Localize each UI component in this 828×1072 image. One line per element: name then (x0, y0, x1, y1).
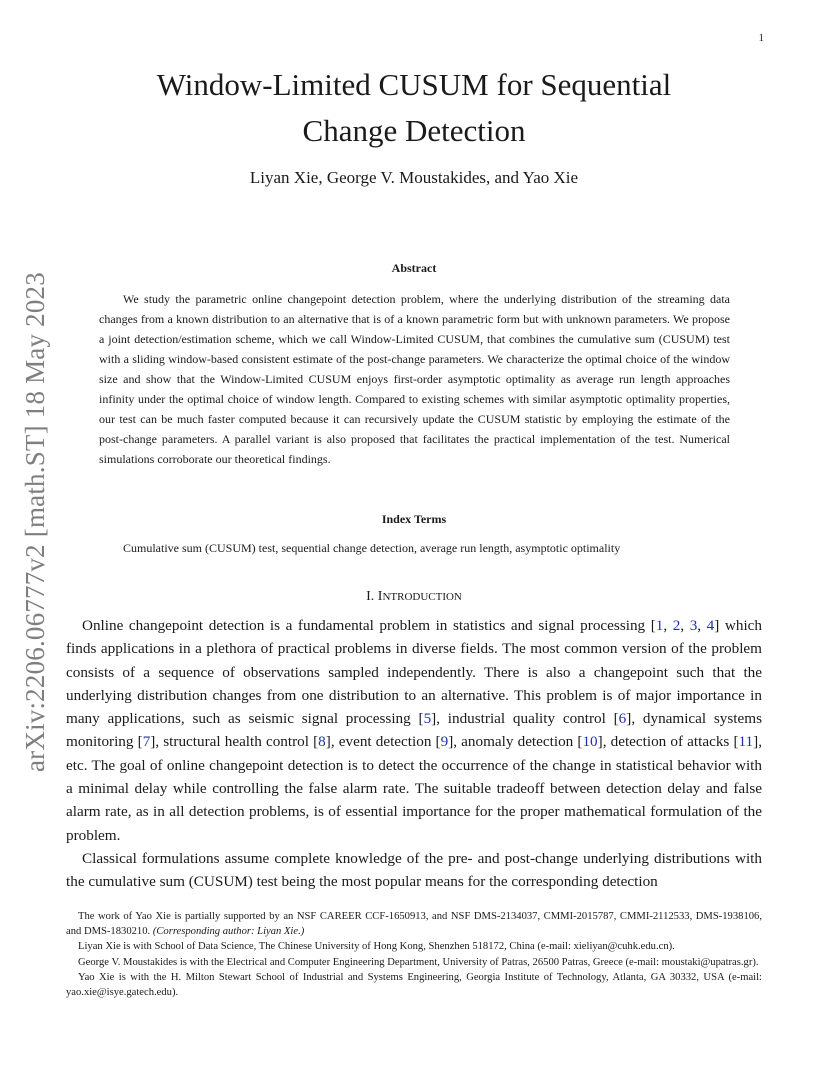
citation-separator: , (663, 617, 673, 634)
citation-separator: , (697, 617, 707, 634)
intro-paragraph-2: Classical formulations assume complete knowledge of the pre- and post-change underlying distributions with the cumulative sum (CUSUM) test being the most popular means for the corresponding detection (66, 849, 762, 891)
intro-text: ], detection of attacks [ (597, 733, 739, 751)
intro-text: ] which finds applications in a plethora of practical problems in diverse fields. The most common version of the problem consists of a sequence of observations sampled independently. There is also a changepoint such that the underlying distribution changes from one distribution to an alternative. This problem is of major importance in many applications, such as seismic signal processing [ (66, 617, 763, 728)
arxiv-stamp: arXiv:2206.06777v2 [math.ST] 18 May 2023 (20, 272, 50, 772)
footnote-funding (66, 909, 762, 939)
section-heading-rest: NTRODUCTION (382, 591, 462, 603)
paper-title (0, 62, 828, 154)
intro-text: ], dynamical systems monitoring [ (66, 710, 762, 751)
title-line-2: Change Detection (302, 113, 526, 148)
footnote-funding-text: The work of Yao Xie is partially supported by an NSF CAREER CCF-1650913, and NSF DMS-2134037, CMMI-2015787, CMMI-2112533, DMS-1938106, and DMS-1830210. (66, 911, 762, 938)
footnote-author-2: George V. Moustakides is with the Electrical and Computer Engineering Department, University of Patras, 26500 Patras, Greece (e-mail: moustaki@upatras.gr). (78, 956, 759, 968)
footnote-author-1: Liyan Xie is with School of Data Science, The Chinese University of Hong Kong, Shenzhen 518172, China (e-mail: xieliyan@cuhk.edu.cn). (78, 941, 675, 953)
index-terms-heading: Index Terms (381, 512, 447, 526)
section-heading-introduction (0, 589, 828, 605)
intro-paragraph-1 (66, 614, 762, 847)
citation-link[interactable]: 1 (655, 617, 664, 634)
citation-link[interactable]: 9 (440, 733, 449, 751)
index-terms-body: Cumulative sum (CUSUM) test, sequential change detection, average run length, asymptotic optimality (123, 541, 621, 555)
intro-text: ], industrial quality control [ (431, 710, 619, 728)
footnote-author-3: Yao Xie is with the H. Milton Stewart School of Industrial and Systems Engineering, Georgia Institute of Technology, Atlanta, GA 30332, USA (e-mail: yao.xie@isye.gatech.edu). (66, 971, 762, 999)
intro-text: ], etc. The goal of online changepoint detection is to detect the occurrence of the change in statistical behavior with a minimal delay while controlling the false alarm rate. The suitable tradeoff between detection delay and false alarm rate, as in all detection problems, is of essential importance for the proper mathematical formulation of the problem. (66, 733, 763, 844)
citation-separator: , (680, 617, 690, 634)
title-line-1: Window-Limited CUSUM for Sequential (156, 67, 672, 102)
corresponding-author-note: (Corresponding author: Liyan Xie.) (152, 926, 305, 938)
introduction-body (66, 614, 762, 894)
citation-link[interactable]: 8 (318, 733, 326, 751)
citation-link[interactable]: 7 (142, 733, 151, 751)
intro-text: Online changepoint detection is a fundamental problem in statistics and signal processing [ (82, 617, 656, 634)
section-heading-initial: I (377, 589, 383, 604)
citation-link[interactable]: 11 (738, 733, 754, 751)
citation-link[interactable]: 5 (423, 710, 432, 728)
authors: Liyan Xie, George V. Moustakides, and Yao Xie (249, 168, 579, 187)
citation-link[interactable]: 10 (582, 733, 598, 751)
abstract-heading: Abstract (391, 261, 437, 275)
citation-link[interactable]: 6 (618, 710, 627, 728)
citation-link[interactable]: 3 (689, 617, 698, 634)
section-numeral: I. (366, 589, 375, 604)
page-number: 1 (758, 32, 764, 44)
footnotes (66, 909, 762, 1000)
citation-link[interactable]: 4 (706, 617, 715, 634)
intro-text: ], anomaly detection [ (448, 733, 583, 751)
abstract-body: We study the parametric online changepoint detection problem, where the underlying distribution of the streaming data changes from a known distribution to an alternative that is of a known parametric form but with unknown parameters. We propose a joint detection/estimation scheme, which we call Window-Limited CUSUM, that combines the cumulative sum (CUSUM) test with a sliding window-based consistent estimate of the post-change parameters. We characterize the optimal choice of the window size and show that the Window-Limited CUSUM enjoys first-order asymptotic optimality as average run length approaches infinity under the optimal choice of window length. Compared to existing schemes with similar asymptotic optimality properties, our test can be much faster computed because it can recursively update the CUSUM statistic by employing the estimate of the post-change parameters. A parallel variant is also proposed that facilitates the practical implementation of the test. Numerical simulations corroborate our theoretical findings. (99, 292, 730, 466)
intro-text: ], event detection [ (325, 733, 441, 751)
citation-link[interactable]: 2 (672, 617, 681, 634)
intro-text: ], structural health control [ (150, 733, 319, 751)
